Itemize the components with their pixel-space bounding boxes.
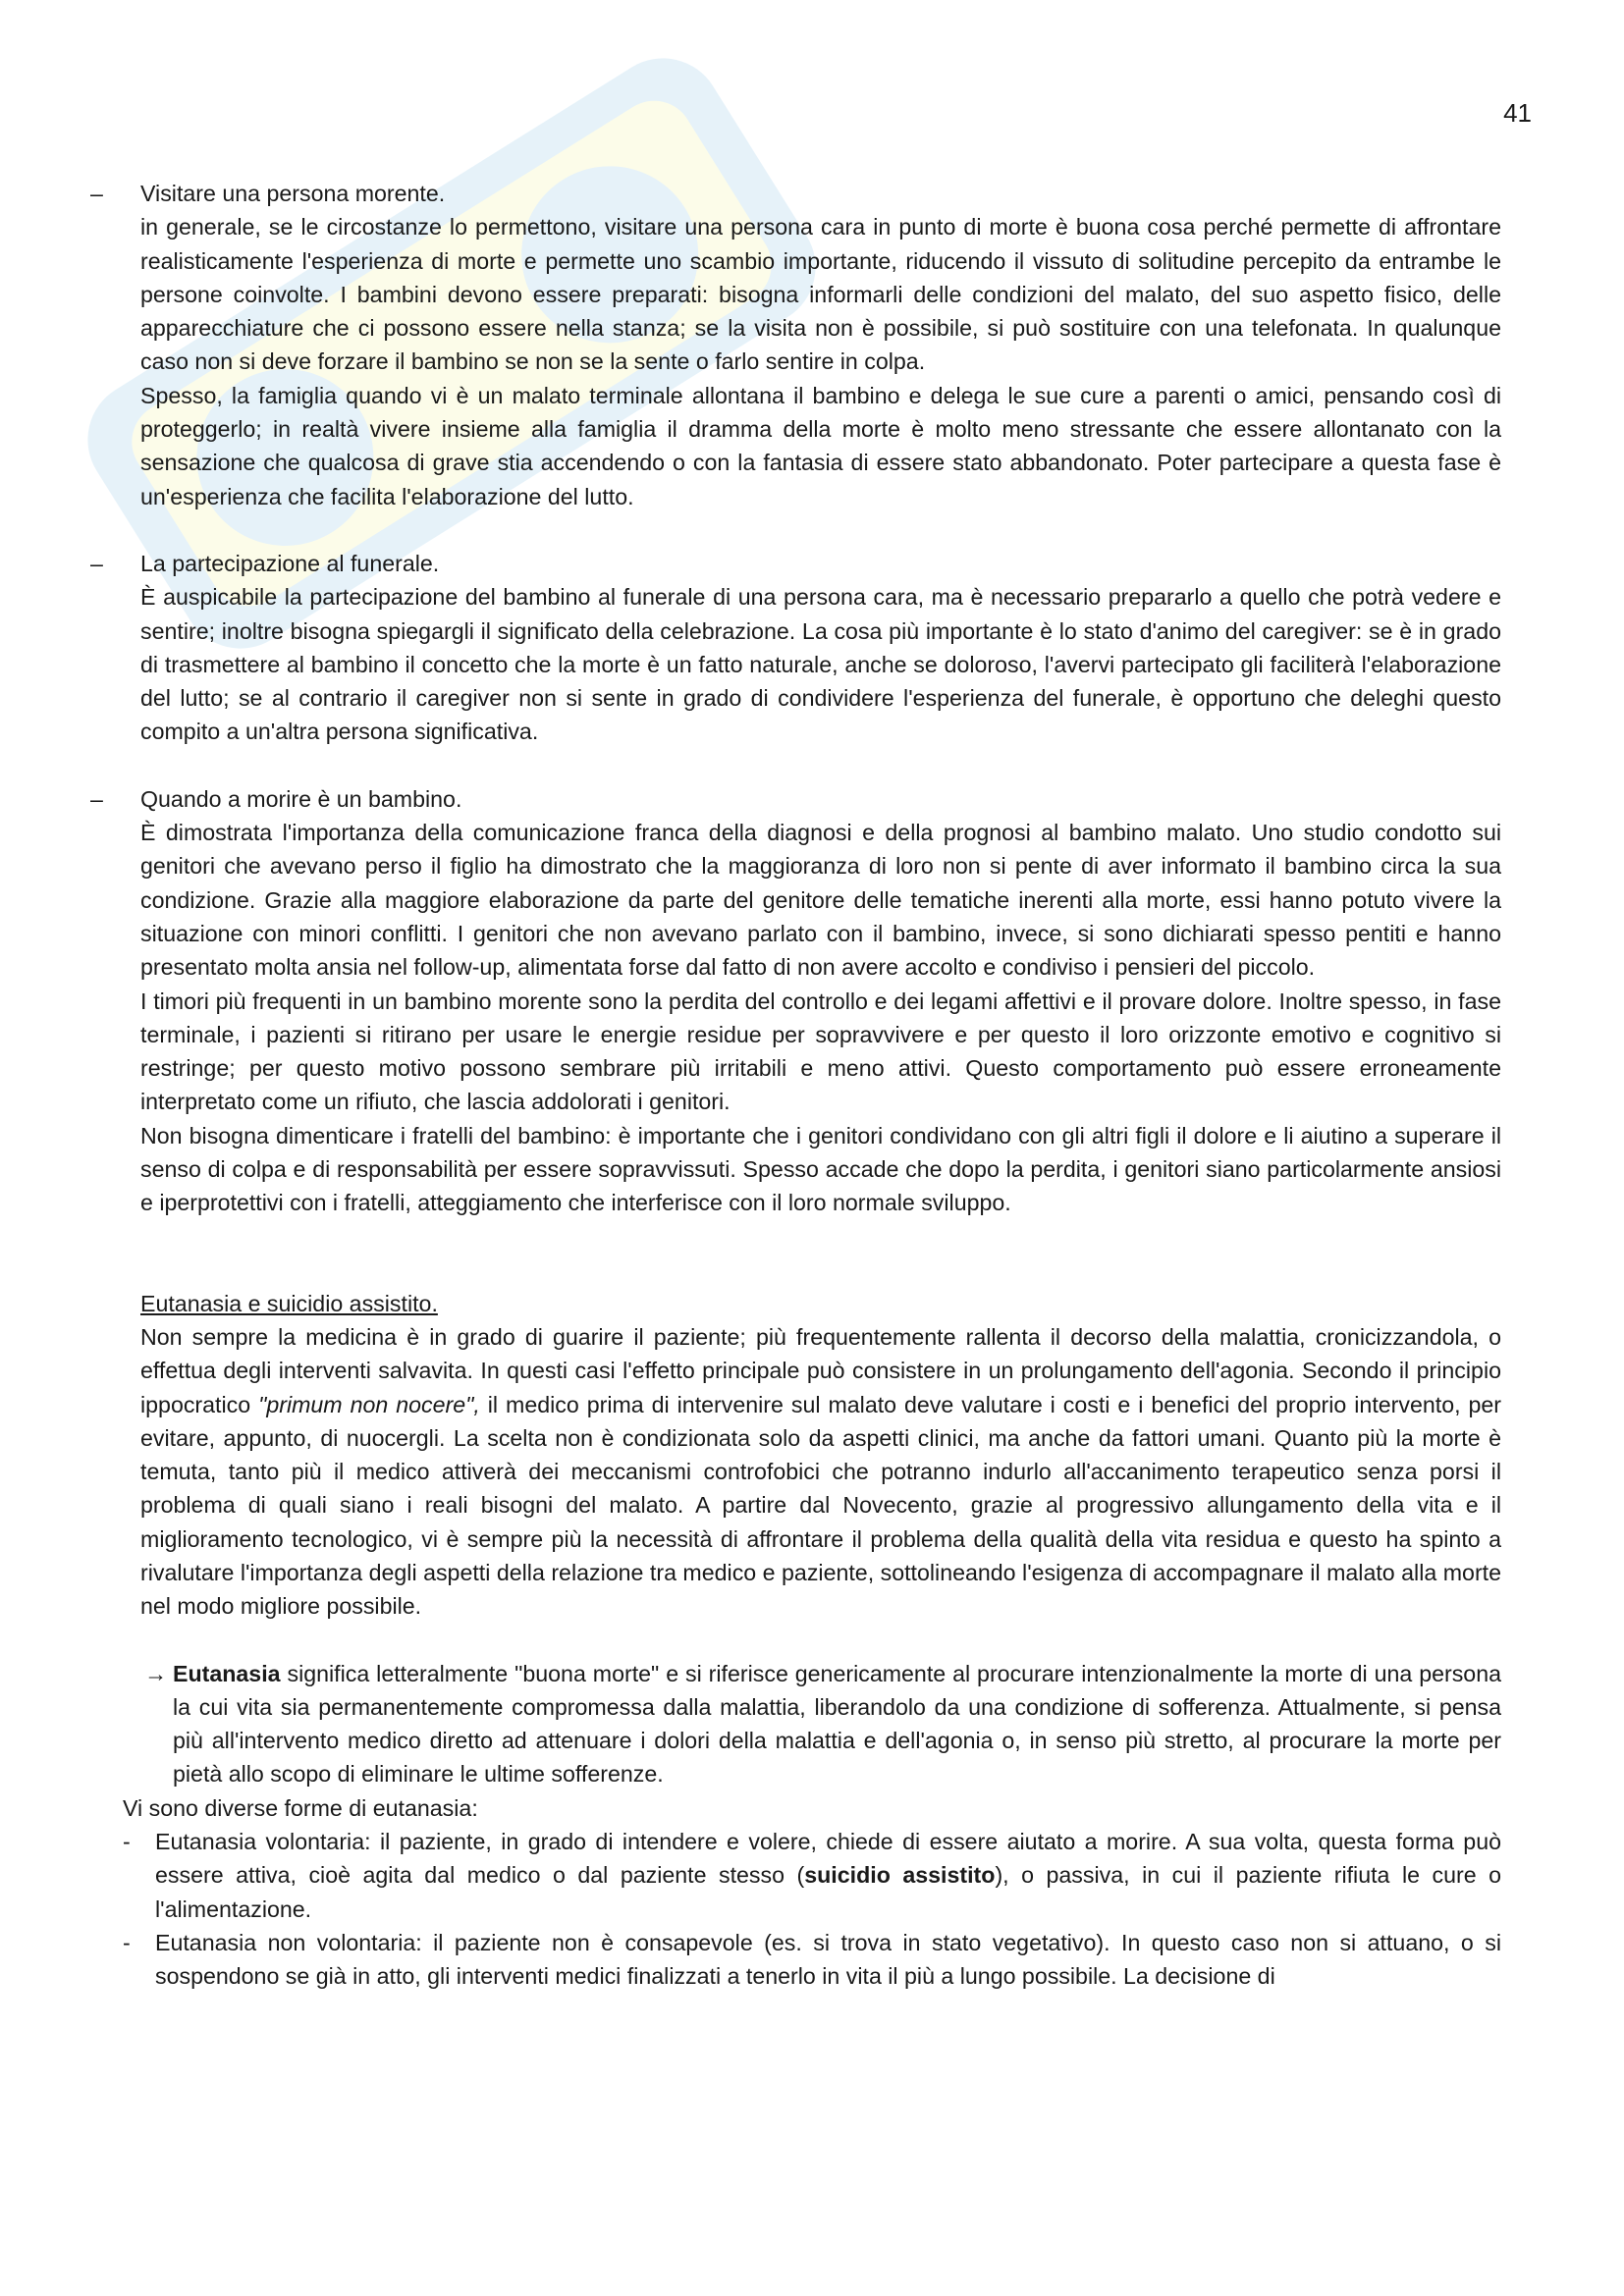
paragraph: Non sempre la medicina è in grado di guarire il paziente; più frequentemente rallenta il decorso della malattia, cronicizzandola, o effettua degli interventi salvavita. In questi casi l'effetto principale può consistere in un prolungamento dell'agonia. Secondo il principio ippocratico "primum non nocere", il medico prima di intervenire sul malato deve valutare i costi e i benefici del proprio intervento, per evitare, appunto, di nuocergli. La scelta non è condizionata solo da aspetti clinici, ma anche da fattori umani. Quanto più la morte è temuta, tanto più il medico attiverà dei meccanismi controfobici che potranno indurlo all'accanimento terapeutico senza porsi il problema di quali siano i reali bisogni del malato. A partire dal Novecento, grazie al progressivo allungamento della vita e il miglioramento tecnologico, vi è sempre più la necessità di affrontare il problema della qualità della vita residua e questo ha spinto a rivalutare l'importanza degli aspetti della relazione tra medico e paziente, sottolineando l'esigenza di accompagnare il malato alla morte nel modo migliore possibile. — [140, 1323, 1502, 1620]
dash-bullet: – — [90, 181, 103, 206]
item-title: Visitare una persona morente. — [140, 181, 446, 206]
bullet-item-visit — [0, 177, 1624, 513]
term-bold: suicidio assistito — [804, 1862, 996, 1889]
form-non-voluntary: - Eutanasia non volontaria: il paziente non è consapevole (es. si trova in stato vegetativo). In questo caso non si attuano, o si sospendono se già in atto, gli interventi medici finalizzati a tenerlo in vita il più a lungo possibile. La decisione di — [0, 1926, 1624, 1994]
section-euthanasia — [0, 1287, 1624, 1624]
paragraph: È dimostrata l'importanza della comunicazione franca della diagnosi e della prognosi al bambino malato. Uno studio condotto sui genitori che avevano perso il figlio ha dimostrato che la maggioranza di loro non si pente di aver informato il bambino circa la sua condizione. Grazie alla maggiore elaborazione da parte del genitore delle tematiche inerenti alla morte, essi hanno potuto vivere la situazione con minori conflitti. I genitori che non avevano parlato con il bambino, invece, si sono dichiarati spesso pentiti e hanno presentato molta ansia nel follow-up, alimentata forse dal fatto di non avere accolto e condiviso i pensieri del piccolo. — [140, 820, 1501, 981]
paragraph: Spesso, la famiglia quando vi è un malato terminale allontana il bambino e delega le sue cure a parenti o amici, pensando così di proteggerlo; in realtà vivere insieme alla famiglia il dramma della morte è molto meno stressante che essere allontanato con la sensazione che qualcosa di grave stia accendendo o con la fantasia di essere stato abbandonato. Poter partecipare a questa fase è un'esperienza che facilita l'elaborazione del lutto. — [140, 382, 1501, 509]
definition-block — [0, 1657, 1624, 1791]
bullet-item-funeral — [0, 547, 1624, 749]
item-title: La partecipazione al funerale. — [140, 550, 440, 576]
bullet-item-dying-child — [0, 782, 1624, 1220]
paragraph: I timori più frequenti in un bambino morente sono la perdita del controllo e dei legami affettivi e il provare dolore. Inoltre spesso, in fase terminale, i pazienti si ritirano per usare le energie residue per sopravvivere e per questo il loro orizzonte emotivo e cognitivo si restringe; per questo motivo possono sembrare più irritabili e meno attivi. Questo comportamento può essere erroneamente interpretato come un rifiuto, che lascia addolorati i genitori. — [140, 988, 1501, 1115]
dash-bullet: – — [90, 550, 103, 576]
paragraph: Non bisogna dimenticare i fratelli del bambino: è importante che i genitori condividano con gli altri figli il dolore e li aiutino a superare il senso di colpa e di responsabilità per essere sopravvissuti. Spesso accade che dopo la perdita, i genitori siano particolarmente ansiosi e iperprotettivi con i fratelli, atteggiamento che interferisce con il loro normale sviluppo. — [140, 1122, 1501, 1216]
latin-quote: "primum non nocere", — [258, 1391, 480, 1417]
arrow-icon: → — [144, 1660, 168, 1686]
definition-paragraph: Eutanasia significa letteralmente "buona morte" e si riferisce genericamente al procurare intenzionalmente la morte di una persona la cui vita sia permanentemente compromessa dalla malattia, liberandolo da una condizione di sofferenza. Attualmente, si pensa più all'intervento medico diretto ad attenuare i dolori della malattia e dell'agonia o, in senso più stretto, al procurare la morte per pietà allo scopo di eliminare le ultime sofferenze. — [173, 1660, 1501, 1788]
dash-bullet: – — [90, 785, 103, 812]
paragraph: in generale, se le circostanze lo permettono, visitare una persona cara in punto di morte è buona cosa perché permette di affrontare realisticamente l'esperienza di morte e permette uno scambio importante, riducendo il vissuto di solitudine percepito da entrambe le persone coinvolte. I bambini devono essere preparati: bisogna informarli delle condizioni del malato, del suo aspetto fisico, delle apparecchiature che ci possono essere nella stanza; se la visita non è possibile, si può sostituire con una telefonata. In qualunque caso non si deve forzare il bambino se non se la sente o farlo sentire in colpa. — [140, 214, 1501, 375]
paragraph: Eutanasia volontaria: il paziente, in grado di intendere e volere, chiede di essere aiutato a morire. A sua volta, questa forma può essere attiva, cioè agita dal medico o dal paziente stesso (suicidio assistito), o passiva, in cui il paziente rifiuta le cure o l'alimentazione. — [155, 1829, 1501, 1922]
form-voluntary: - Eutanasia volontaria: il paziente, in grado di intendere e volere, chiede di essere aiutato a morire. A sua volta, questa forma può essere attiva, cioè agita dal medico o dal paziente stesso (suicidio assistito), o passiva, in cui il paziente rifiuta le cure o l'alimentazione. — [0, 1825, 1624, 1926]
paragraph: È auspicabile la partecipazione del bambino al funerale di una persona cara, ma è necessario prepararlo a quello che potrà vedere e sentire; inoltre bisogna spiegargli il significato della celebrazione. La cosa più importante è lo stato d'animo del caregiver: se è in grado di trasmettere al bambino il concetto che la morte è un fatto naturale, anche se doloroso, l'avervi partecipato gli faciliterà l'elaborazione del lutto; se al contrario il caregiver non si sente in grado di condividere l'esperienza del funerale, è opportuno che deleghi questo compito a un'altra persona significativa. — [140, 584, 1501, 745]
paragraph: Eutanasia non volontaria: il paziente non è consapevole (es. si trova in stato vegetativo). In questo caso non si attuano, o si sospendono se già in atto, gli interventi medici finalizzati a tenerlo in vita il più a lungo possibile. La decisione di — [155, 1929, 1501, 1990]
section-title: Eutanasia e suicidio assistito. — [140, 1290, 438, 1316]
page-number: 41 — [1503, 98, 1532, 128]
document-body — [0, 177, 1624, 1994]
item-title: Quando a morire è un bambino. — [140, 785, 462, 812]
forms-intro: Vi sono diverse forme di eutanasia: — [123, 1794, 478, 1821]
term-bold: Eutanasia — [173, 1660, 281, 1686]
